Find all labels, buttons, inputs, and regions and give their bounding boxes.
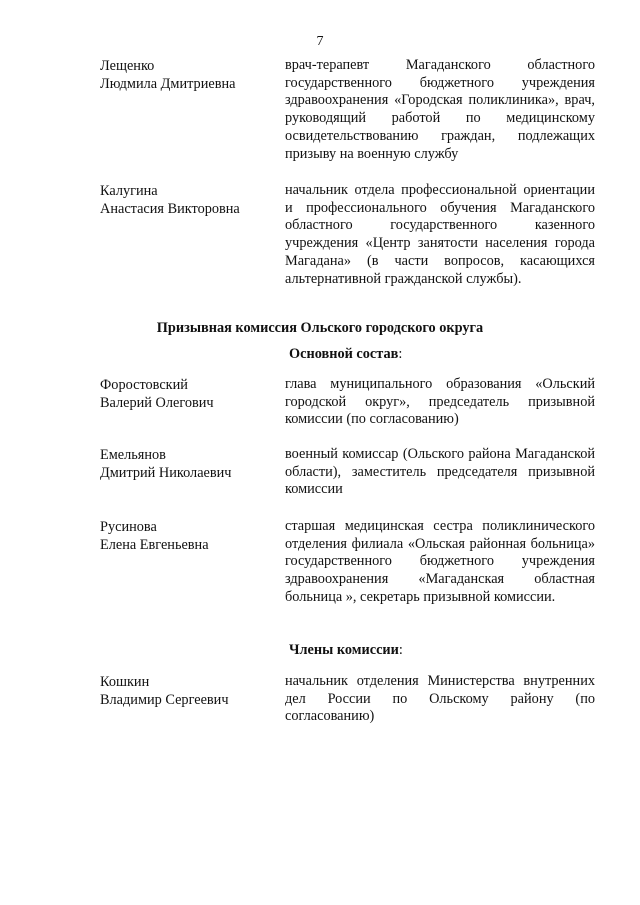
member-name [100,518,270,554]
member-surname: Лещенко [100,58,155,74]
member-name [100,182,270,218]
member-surname: Кошкин [100,674,150,690]
member-given-name: Анастасия Викторовна [100,201,240,217]
member-given-name: Елена Евгеньевна [100,537,209,553]
member-name [100,57,270,93]
member-name [100,673,270,709]
page-number: 7 [316,34,324,49]
member-given-name: Дмитрий Николаевич [100,465,232,481]
member-role: начальник отдела профессиональной ориентации и профессионального обучения Магаданского областного государственного казенного учреждения «Центр занятости населения города Магадана» (в части вопросов, касающихся альтернативной гражданской службы). [285,182,595,287]
member-given-name: Людмила Дмитриевна [100,76,236,92]
member-surname: Калугина [100,183,158,199]
member-given-name: Валерий Олегович [100,395,214,411]
section-label: Основной состав [289,346,399,362]
member-role: военный комиссар (Ольского района Магаданской области), заместитель председателя призывной комиссии [285,446,595,498]
section-label: Члены комиссии [289,642,399,658]
member-role: старшая медицинская сестра поликлинического отделения филиала «Ольская районная больница» государственного бюджетного учреждения здравоохранения «Магаданская областная больница », секретарь призывной комиссии. [285,518,595,605]
member-surname: Русинова [100,519,157,535]
member-name [100,446,270,482]
member-role: врач-терапевт Магаданского областного государственного бюджетного учреждения здравоохранения «Городская поликлиника», врач, руководящий работой по медицинскому освидетельствованию граждан, подлежащих призыву на военную службу [285,57,595,162]
section-heading-members [289,641,589,659]
section-colon: : [398,346,403,362]
member-surname: Емельянов [100,447,166,463]
section-colon: : [398,642,403,658]
member-role: глава муниципального образования «Ольский городской округ», председатель призывной комиссии (по согласованию) [285,376,595,428]
member-given-name: Владимир Сергеевич [100,692,229,708]
commission-title: Призывная комиссия Ольского городского округа [156,320,484,336]
section-heading-main-staff [289,345,589,363]
member-role: начальник отделения Министерства внутренних дел России по Ольскому району (по согласованию) [285,673,595,725]
member-surname: Форостовский [100,377,188,393]
member-name [100,376,270,412]
